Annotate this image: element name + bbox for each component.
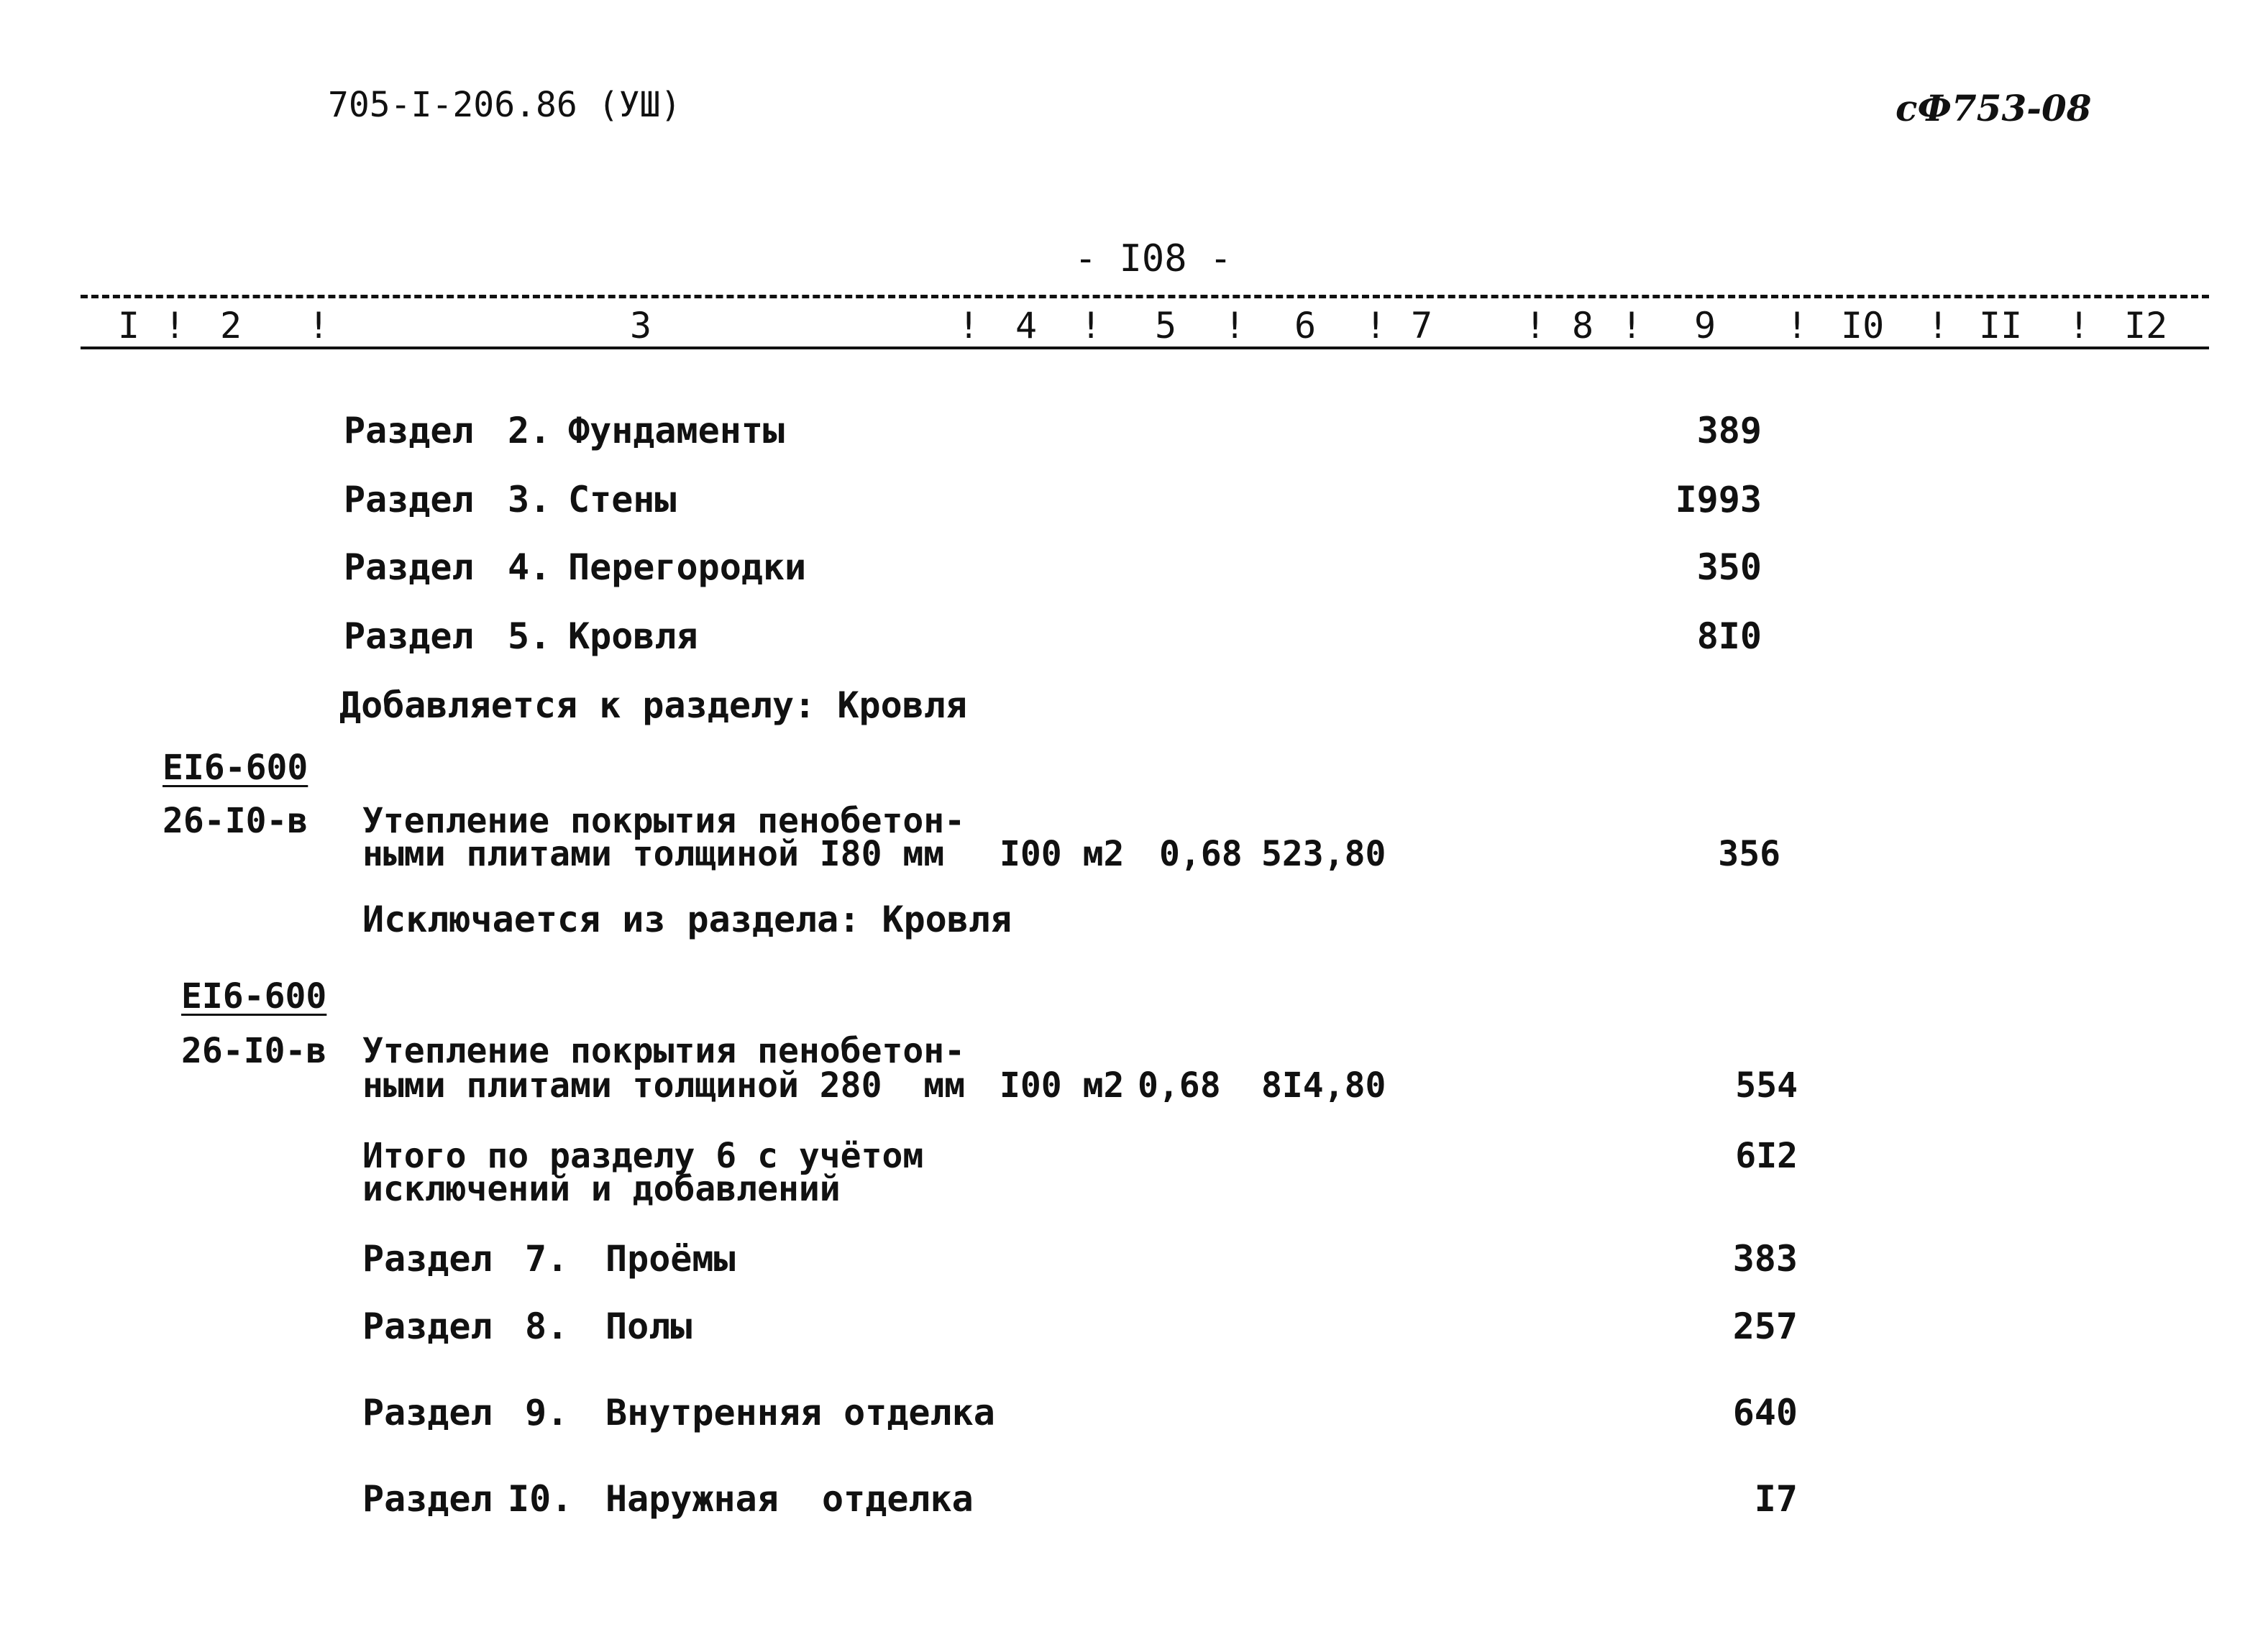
col-separator: ! [1365,305,1387,347]
col-header-6: 6 [1294,305,1317,347]
item-code-primary: EI6-600 [163,748,308,788]
section-number: 8. [525,1306,569,1347]
section-value: 383 [1732,1238,1798,1280]
section-name: Полы [605,1306,692,1347]
header-top-rule [81,295,2209,298]
section-value: I993 [1675,479,1762,520]
section-name: Проёмы [605,1238,736,1280]
col-header-11: II [1979,305,2023,347]
section-number: 3. [508,479,552,520]
section-name: Кровля [568,615,698,657]
section-name: Фундаменты [568,410,785,451]
section-label: Раздел [362,1392,493,1433]
page-number: - I08 - [1074,237,1233,280]
col-separator: ! [2068,305,2090,347]
section-number: 2. [508,410,552,451]
item-total: 554 [1735,1065,1798,1106]
section-value: 389 [1696,410,1762,451]
subtotal-label-line2: исключений и добавлений [362,1169,841,1209]
col-header-1: I [118,305,140,347]
section-value: 8I0 [1696,615,1762,657]
col-header-7: 7 [1411,305,1433,347]
item-code-primary: EI6-600 [181,976,327,1017]
col-header-5: 5 [1155,305,1177,347]
col-header-4: 4 [1015,305,1038,347]
col-header-9: 9 [1694,305,1716,347]
section-value: 257 [1732,1306,1798,1347]
col-separator: ! [1224,305,1246,347]
col-separator: ! [1786,305,1809,347]
item-code-secondary: 26-I0-в [181,1031,327,1071]
col-separator: ! [308,305,330,347]
section-value: I7 [1754,1478,1798,1520]
item-description-line1: Утепление покрытия пенобетон- [362,801,966,841]
section-label: Раздел [362,1478,493,1520]
section-label: Раздел [344,615,474,657]
col-header-2: 2 [220,305,242,347]
document-number: 705-I-206.86 (УШ) [328,85,682,125]
item-unit-price: 8I4,80 [1261,1065,1386,1106]
item-description-line2: ными плитами толщиной I80 мм [362,834,945,874]
subtotal-value: 6I2 [1735,1136,1798,1176]
section-label: Раздел [344,479,474,520]
col-separator: ! [1621,305,1643,347]
section-number: 9. [525,1392,569,1433]
section-label: Раздел [362,1238,493,1280]
subtotal-label-line1: Итого по разделу 6 с учётом [362,1136,924,1176]
item-description-line1: Утепление покрытия пенобетон- [362,1031,966,1071]
section-number: 4. [508,546,552,588]
item-total: 356 [1718,834,1780,874]
item-unit: I00 м2 [1000,834,1125,874]
section-name: Стены [568,479,677,520]
section-value: 350 [1696,546,1762,588]
col-separator: ! [1080,305,1102,347]
section-label: Раздел [344,546,474,588]
item-quantity: 0,68 [1138,1065,1221,1106]
col-separator: ! [1524,305,1547,347]
item-code-secondary: 26-I0-в [163,801,308,841]
section-value: 640 [1732,1392,1798,1433]
header-bottom-rule [81,347,2209,349]
section-label: Раздел [344,410,474,451]
section-name: Наружная отделка [605,1478,974,1520]
handwritten-stamp: сФ753-08 [1896,87,2092,129]
section-number: 5. [508,615,552,657]
excluded-note: Исключается из раздела: Кровля [362,899,1012,940]
col-header-12: I2 [2124,305,2168,347]
col-separator: ! [164,305,186,347]
item-description-line2: ными плитами толщиной 280 мм [362,1065,966,1106]
item-unit: I00 м2 [1000,1065,1125,1106]
col-header-3: 3 [630,305,652,347]
section-number: I0. [508,1478,573,1520]
section-number: 7. [525,1238,569,1280]
col-header-10: I0 [1841,305,1885,347]
section-name: Перегородки [568,546,807,588]
col-header-8: 8 [1572,305,1594,347]
col-separator: ! [1927,305,1949,347]
item-unit-price: 523,80 [1261,834,1386,874]
item-quantity: 0,68 [1159,834,1243,874]
col-separator: ! [958,305,980,347]
section-label: Раздел [362,1306,493,1347]
section-name: Внутренняя отделка [605,1392,995,1433]
added-note: Добавляется к разделу: Кровля [339,684,967,726]
